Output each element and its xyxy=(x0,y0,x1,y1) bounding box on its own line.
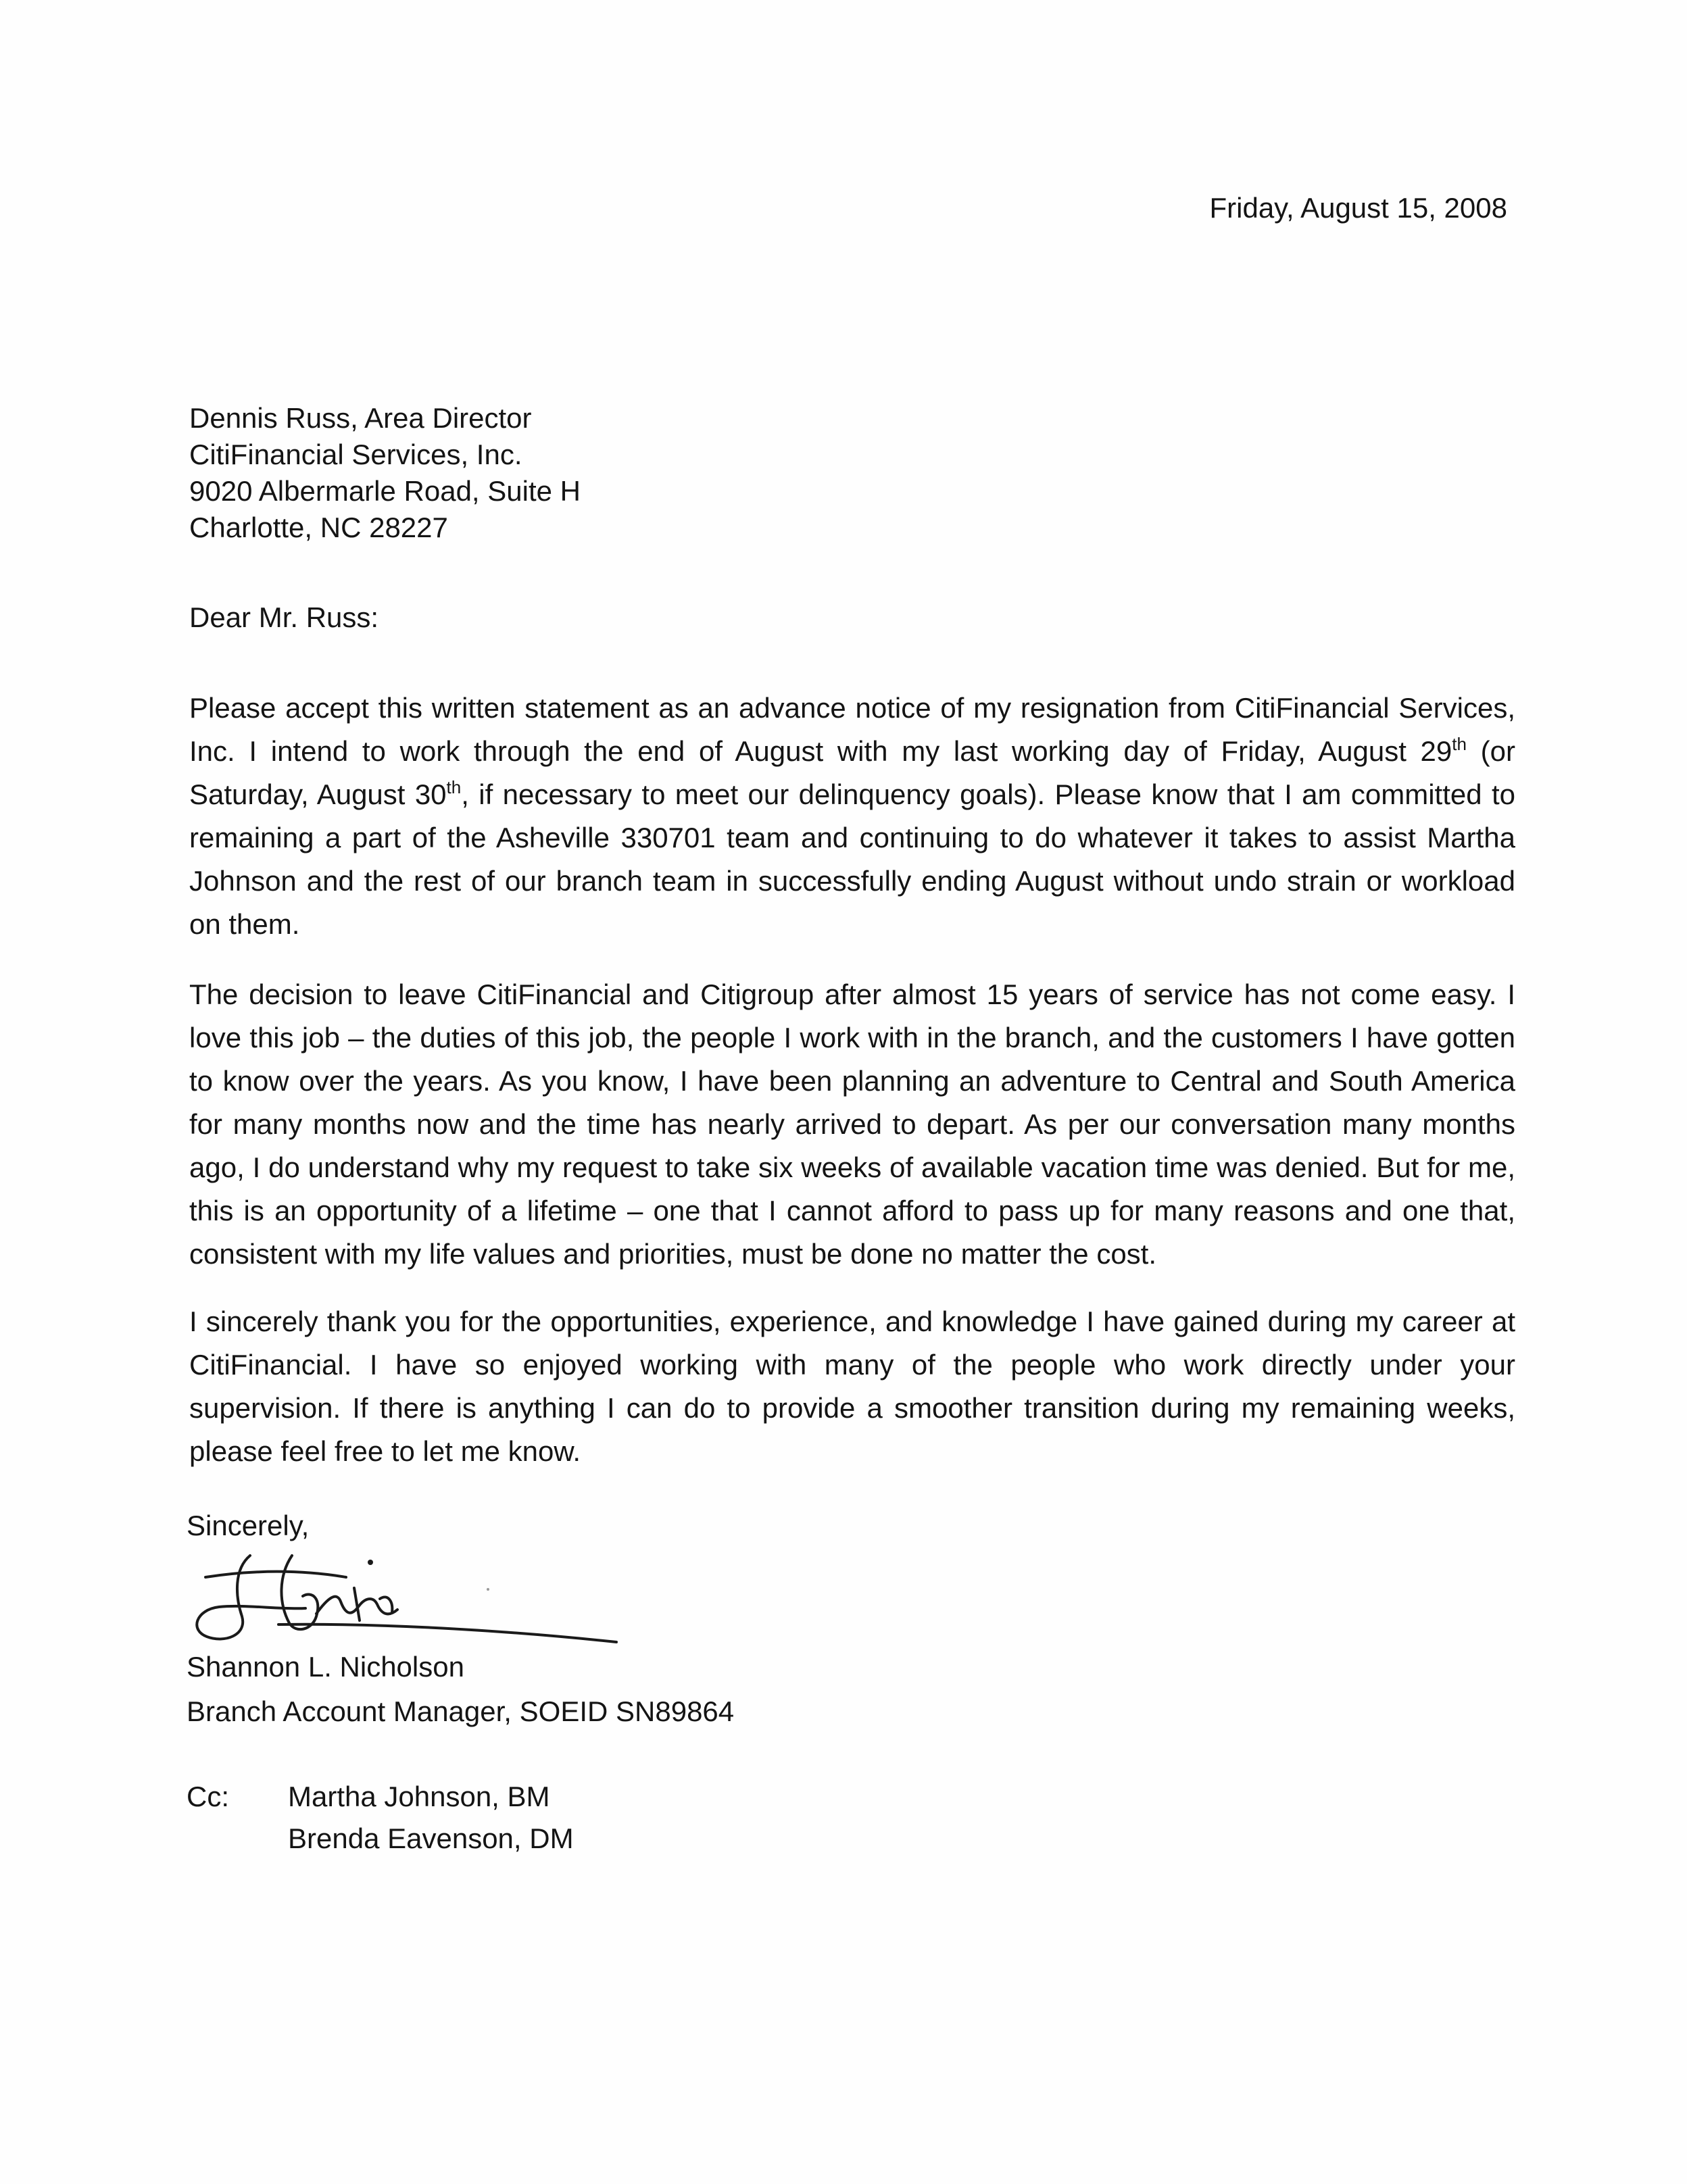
recipient-name-title: Dennis Russ, Area Director xyxy=(189,402,532,434)
paper-speck xyxy=(487,1588,489,1591)
recipient-street: 9020 Albermarle Road, Suite H xyxy=(189,475,581,507)
recipient-company: CitiFinancial Services, Inc. xyxy=(189,439,522,470)
superscript-th-29: th xyxy=(1452,734,1467,754)
signer-block xyxy=(187,1645,734,1734)
paragraph-resignation-notice xyxy=(189,687,1515,946)
handwritten-signature-icon xyxy=(177,1529,623,1657)
paragraph1-part-c: , if necessary to meet our delinquency goals). Please know that I am committed to remaining a part of the Asheville 330701 team and continuing to do whatever it takes to assist Martha Johnson and the rest of our branch team in successfully ending August without undo strain or workload on them. xyxy=(189,778,1515,940)
closing: Sincerely, xyxy=(187,1510,310,1541)
paragraph1-part-b: (or Saturday, August 30 xyxy=(189,735,1515,810)
cc-recipient: Martha Johnson, BM xyxy=(288,1781,550,1812)
superscript-th-30: th xyxy=(446,777,462,797)
letter-date: Friday, August 15, 2008 xyxy=(1209,192,1507,224)
cc-label: Cc: xyxy=(187,1781,229,1812)
salutation: Dear Mr. Russ: xyxy=(189,601,379,633)
paragraph-thanks: I sincerely thank you for the opportunities, experience, and knowledge I have gained during my career at CitiFinancial. I have so enjoyed working with many of the people who work directly under your supervision. If there is anything I can do to provide a smoother transition during my remaining weeks, please feel free to let me know. xyxy=(189,1306,1515,1467)
recipient-address xyxy=(189,400,581,546)
signer-title: Branch Account Manager, SOEID SN89864 xyxy=(187,1695,735,1727)
paragraph1-part-a: Please accept this written statement as an advance notice of my resignation from CitiFinancial Services, Inc. I intend to work through the end of August with my last working day of Friday, August 29 xyxy=(189,692,1515,767)
cc-recipient: Brenda Eavenson, DM xyxy=(288,1822,574,1854)
signer-name: Shannon L. Nicholson xyxy=(187,1651,464,1683)
paragraph-decision: The decision to leave CitiFinancial and Citigroup after almost 15 years of service has not come easy. I love this job – the duties of this job, the people I work with in the branch, and the customers I have gotten to know over the years. As you know, I have been planning an adventure to Central and South America for many months now and the time has nearly arrived to depart. As per our conversation many months ago, I do understand why my request to take six weeks of available vacation time was denied. But for me, this is an opportunity of a lifetime – one that I cannot afford to pass up for many reasons and one that, consistent with my life values and priorities, must be done no matter the cost. xyxy=(189,978,1515,1270)
cc-list xyxy=(288,1776,574,1860)
recipient-city-state-zip: Charlotte, NC 28227 xyxy=(189,512,448,543)
